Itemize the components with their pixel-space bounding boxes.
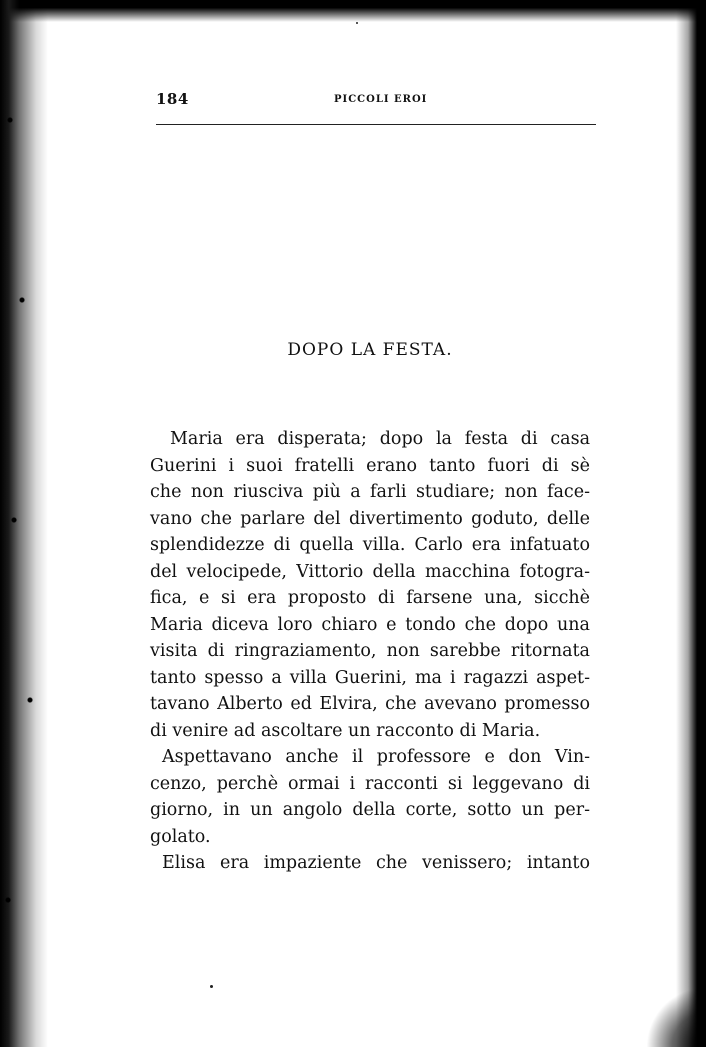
page-number: 184 [156, 90, 189, 108]
body-text [150, 426, 590, 877]
chapter-title: DOPO LA FESTA. [287, 340, 453, 360]
scan-edge-corner [646, 987, 706, 1047]
running-head [156, 90, 596, 112]
scan-edge-top [0, 0, 706, 22]
text-line: di venire ad ascoltare un racconto di Maria. [150, 720, 541, 741]
text-line: che non riusciva più a farli studiare; non face- [150, 482, 590, 502]
text-line: splendidezze di quella villa. Carlo era infatuato [150, 535, 590, 555]
header-rule [156, 124, 596, 125]
scan-edge-right [676, 0, 706, 1047]
text-line: Guerini i suoi fratelli erano tanto fuori di sè [150, 455, 590, 476]
scan-speck [210, 985, 213, 988]
text-line: cenzo, perchè ormai i racconti si leggevano di [150, 773, 590, 794]
scan-speck [356, 22, 358, 24]
text-line: Elisa era impaziente che venissero; intanto [162, 853, 590, 873]
text-line: Maria diceva loro chiaro e tondo che dopo una [150, 614, 590, 635]
text-line: visita di ringraziamento, non sarebbe ritornata [150, 641, 590, 661]
text-line: fica, e si era proposto di farsene una, sicchè [150, 588, 590, 608]
text-line: giorno, in un angolo della corte, sotto un per- [150, 800, 590, 820]
text-line: Aspettavano anche il professore e don Vin- [162, 747, 590, 767]
text-line: tavano Alberto ed Elvira, che avevano promesso [150, 694, 590, 714]
running-title: PICCOLI EROI [334, 94, 428, 105]
text-line: Maria era disperata; dopo la festa di casa [170, 429, 590, 449]
text-line: golato. [150, 826, 211, 847]
scan-edge-left [0, 0, 48, 1047]
text-line: del velocipede, Vittorio della macchina fotogra- [150, 561, 590, 582]
text-line: tanto spesso a villa Guerini, ma i ragazzi aspet- [150, 667, 590, 688]
text-line: vano che parlare del divertimento goduto, delle [150, 508, 590, 529]
